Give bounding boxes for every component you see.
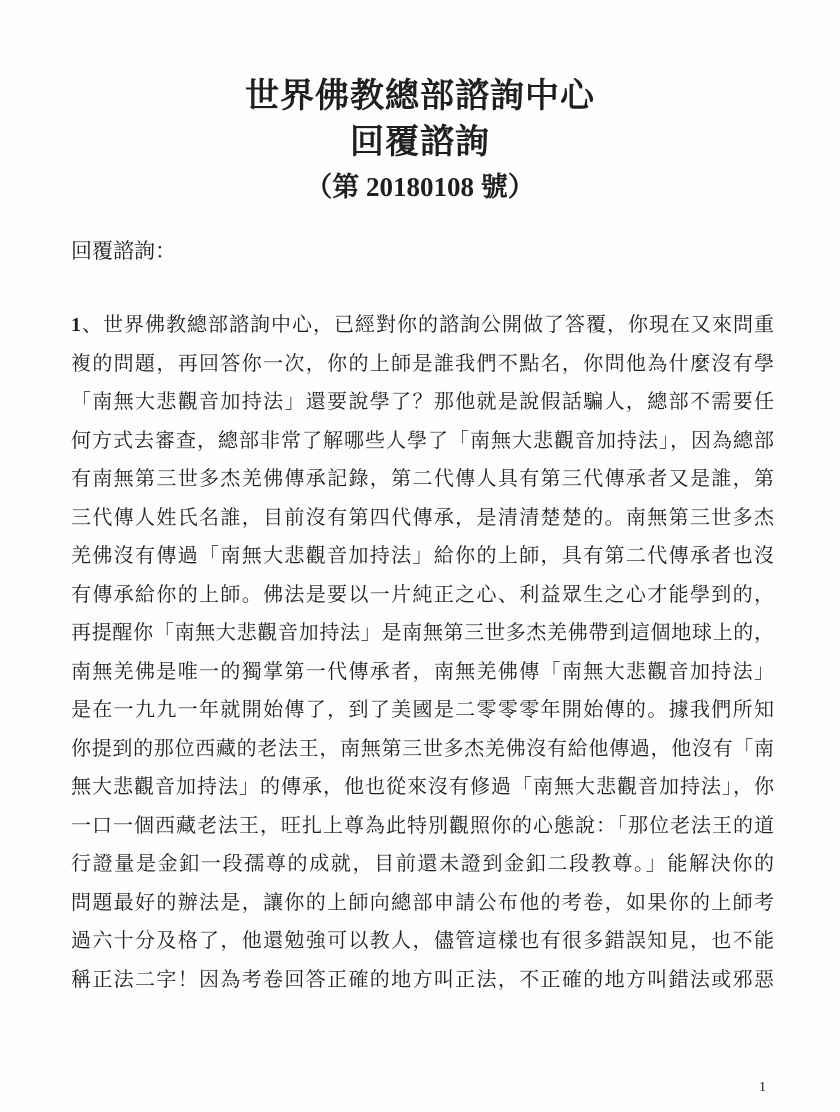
body-line: 再提醒你「南無大悲觀音加持法」是南無第三世多杰羌佛帶到這個地球上的， — [71, 622, 774, 644]
title-org-name: 世界佛教總部諮詢中心 — [245, 78, 595, 115]
body-line: 過六十分及格了，他還勉強可以教人，儘管這樣也有很多錯誤知見，也不能 — [71, 930, 774, 952]
body-line: 你提到的那位西藏的老法王，南無第三世多杰羌佛沒有給他傳過，他沒有「南 — [71, 737, 774, 760]
body-line: 稱正法二字！因為考卷回答正確的地方叫正法，不正確的地方叫錯法或邪惡 — [71, 968, 774, 991]
body-line: 南無羌佛是唯一的獨掌第一代傳承者，南無羌佛傳「南無大悲觀音加持法」 — [71, 660, 774, 683]
body-line: 有南無第三世多杰羌佛傳承記錄，第二代傳人具有第三代傳承者又是誰，第 — [71, 468, 774, 490]
body-line-text: 、世界佛教總部諮詢中心，已經對你的諮詢公開做了答覆，你現在又來問重 — [81, 314, 774, 336]
body-line: 「南無大悲觀音加持法」還要說學了？那他就是說假話騙人，總部不需要任 — [71, 391, 774, 413]
body-line: 有傳承給你的上師。佛法是要以一片純正之心、利益眾生之心才能學到的， — [71, 583, 774, 606]
page-number: 1 — [759, 1080, 766, 1095]
reply-paragraph — [71, 306, 774, 999]
body-line: 三代傳人姓氏名誰，目前沒有第四代傳承，是清清楚楚的。南無第三世多杰 — [71, 506, 774, 529]
salutation: 回覆諮詢： — [71, 239, 176, 263]
title-reply-inquiry: 回覆諮詢 — [350, 124, 490, 161]
body-line — [71, 306, 774, 345]
title-document-number: （第 20180108 號） — [305, 172, 535, 202]
document-header — [0, 0, 840, 208]
body-line: 一口一個西藏老法王，旺扎上尊為此特別觀照你的心態說：「那位老法王的道 — [71, 814, 774, 837]
body-line: 無大悲觀音加持法」的傳承，他也從來沒有修過「南無大悲觀音加持法」，你 — [71, 776, 774, 798]
body-line: 是在一九九一年就開始傳了，到了美國是二零零零年開始傳的。據我們所知 — [71, 699, 774, 721]
body-line: 問題最好的辦法是，讓你的上師向總部申請公布他的考卷，如果你的上師考 — [71, 891, 774, 914]
body-line: 複的問題，再回答你一次，你的上師是誰我們不點名，你問他為什麼沒有學 — [71, 352, 774, 375]
body-line: 何方式去審查，總部非常了解哪些人學了「南無大悲觀音加持法」，因為總部 — [71, 429, 774, 452]
body-line: 羌佛沒有傳過「南無大悲觀音加持法」給你的上師，具有第二代傳承者也沒 — [71, 545, 774, 567]
body-line: 行證量是金釦一段孺尊的成就，目前還未證到金釦二段教尊。」能解決你的 — [71, 853, 774, 875]
list-number-marker: 1 — [71, 314, 81, 336]
